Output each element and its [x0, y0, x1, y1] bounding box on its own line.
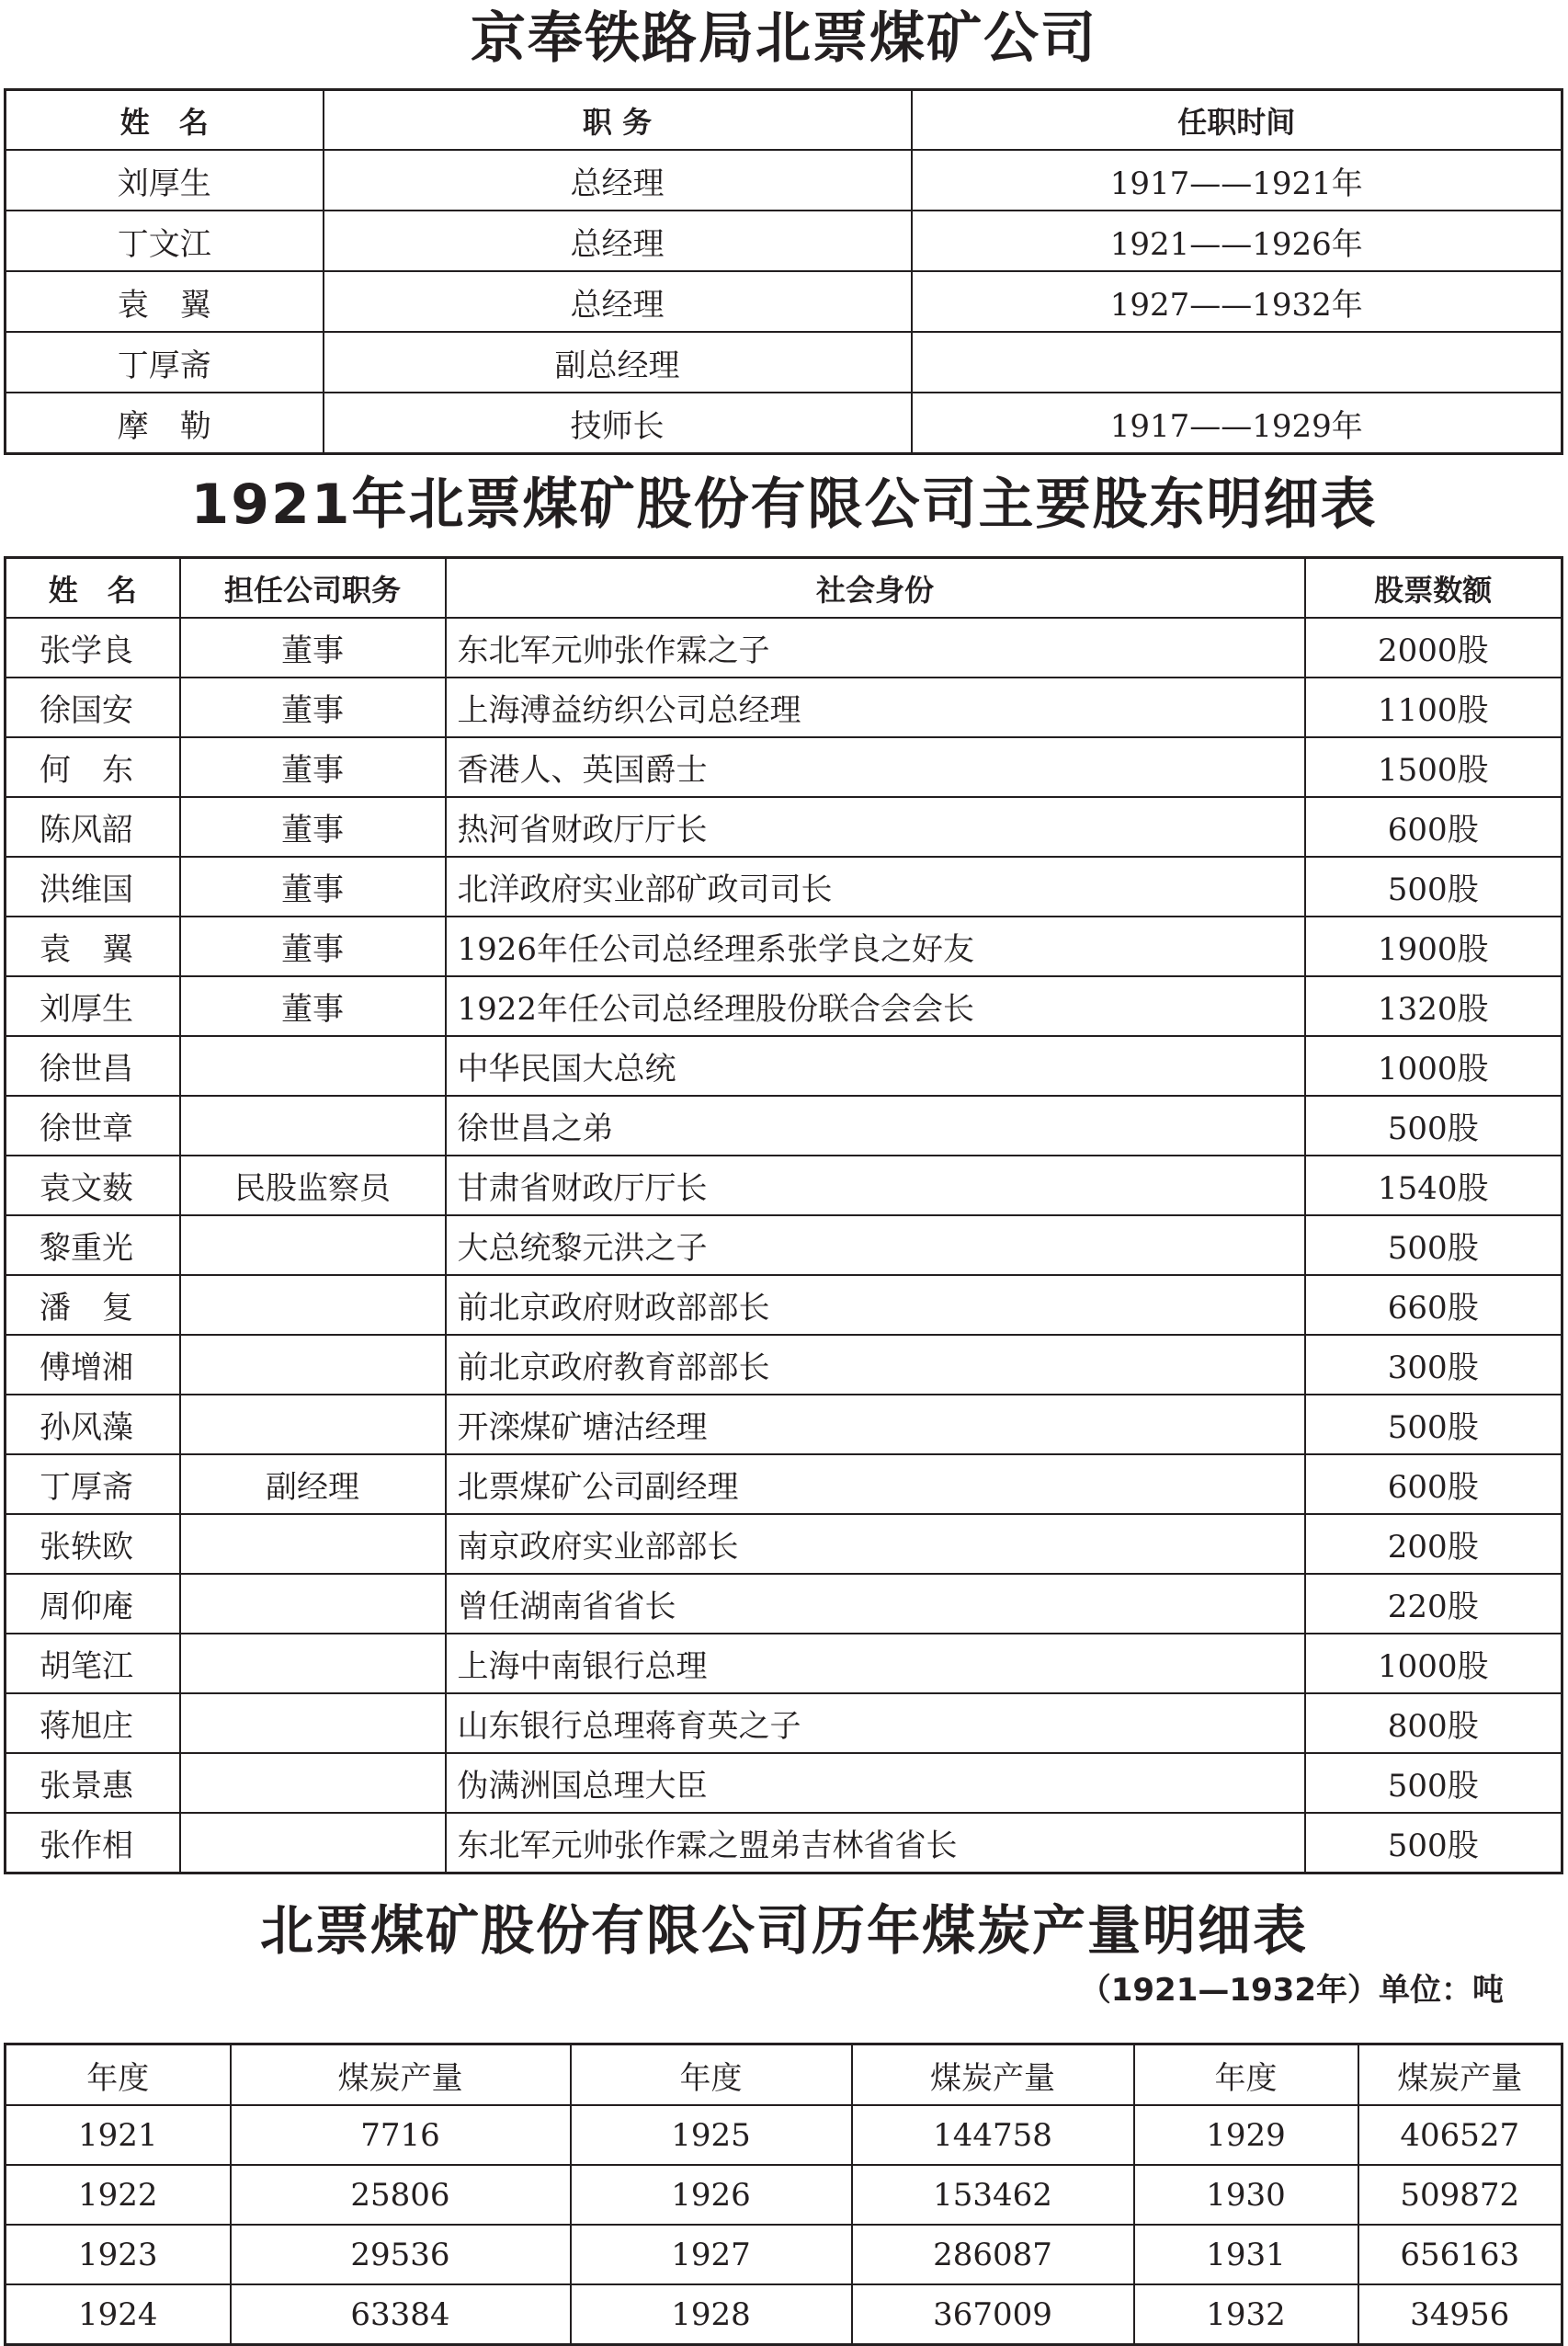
social-identity-cell: 徐世昌之弟 — [446, 1096, 1305, 1156]
social-identity-cell: 大总统黎元洪之子 — [446, 1215, 1305, 1275]
table-row — [6, 1275, 1562, 1335]
table-row — [6, 1693, 1562, 1753]
position-cell: 总经理 — [324, 271, 912, 332]
table-row — [6, 1036, 1562, 1096]
social-identity-cell: 上海溥益纺织公司总经理 — [446, 678, 1305, 737]
social-identity-cell: 北洋政府实业部矿政司司长 — [446, 857, 1305, 917]
year-cell: 1925 — [571, 2105, 852, 2165]
column-header: 职 务 — [324, 90, 912, 151]
tenure-cell: 1917——1929年 — [912, 393, 1562, 454]
column-header: 煤炭产量 — [852, 2044, 1134, 2106]
company-role-cell: 董事 — [180, 917, 446, 976]
table2-title: 1921年北票煤矿股份有限公司主要股东明细表 — [190, 473, 1378, 537]
year-cell: 1928 — [571, 2284, 852, 2345]
table-row — [6, 2165, 1562, 2225]
table-row — [6, 678, 1562, 737]
column-header: 年度 — [6, 2044, 231, 2106]
year-cell: 1932 — [1134, 2284, 1358, 2345]
shares-cell: 220股 — [1305, 1574, 1562, 1634]
shares-cell: 500股 — [1305, 1096, 1562, 1156]
output-cell: 286087 — [852, 2225, 1134, 2284]
shares-cell: 1540股 — [1305, 1156, 1562, 1215]
shares-cell: 500股 — [1305, 1753, 1562, 1813]
name-cell: 丁厚斋 — [6, 1454, 180, 1514]
tenure-cell: 1917——1921年 — [912, 150, 1562, 211]
table-row — [6, 1335, 1562, 1395]
table-header-row — [6, 2044, 1562, 2106]
output-cell: 509872 — [1358, 2165, 1562, 2225]
name-cell: 徐世章 — [6, 1096, 180, 1156]
table-row — [6, 150, 1562, 211]
table-row — [6, 271, 1562, 332]
company-role-cell — [180, 1514, 446, 1574]
social-identity-cell: 伪满洲国总理大臣 — [446, 1753, 1305, 1813]
name-cell: 张作相 — [6, 1813, 180, 1873]
name-cell: 胡笔江 — [6, 1634, 180, 1693]
table-row — [6, 2105, 1562, 2165]
shares-cell: 1500股 — [1305, 737, 1562, 797]
social-identity-cell: 曾任湖南省省长 — [446, 1574, 1305, 1634]
table-body — [6, 150, 1562, 454]
social-identity-cell: 东北军元帅张作霖之盟弟吉林省省长 — [446, 1813, 1305, 1873]
social-identity-cell: 东北军元帅张作霖之子 — [446, 618, 1305, 678]
table-row — [6, 737, 1562, 797]
table-row — [6, 1813, 1562, 1873]
name-cell: 徐国安 — [6, 678, 180, 737]
table-row — [6, 1634, 1562, 1693]
social-identity-cell: 前北京政府教育部部长 — [446, 1335, 1305, 1395]
output-cell: 656163 — [1358, 2225, 1562, 2284]
company-role-cell: 副经理 — [180, 1454, 446, 1514]
name-cell: 刘厚生 — [6, 150, 324, 211]
output-cell: 367009 — [852, 2284, 1134, 2345]
shares-cell: 1000股 — [1305, 1036, 1562, 1096]
table3-title: 北票煤矿股份有限公司历年煤炭产量明细表 — [259, 1899, 1308, 1962]
table-row — [6, 857, 1562, 917]
company-role-cell: 董事 — [180, 797, 446, 857]
table-row — [6, 1096, 1562, 1156]
year-cell: 1930 — [1134, 2165, 1358, 2225]
shares-cell: 200股 — [1305, 1514, 1562, 1574]
name-cell: 张景惠 — [6, 1753, 180, 1813]
shares-cell: 300股 — [1305, 1335, 1562, 1395]
managers-table — [4, 88, 1563, 455]
shares-cell: 1320股 — [1305, 976, 1562, 1036]
company-role-cell: 董事 — [180, 857, 446, 917]
company-role-cell — [180, 1753, 446, 1813]
unit-note: （1921—1932年）单位：吨 — [1079, 1972, 1504, 2009]
year-cell: 1931 — [1134, 2225, 1358, 2284]
table-row — [6, 1753, 1562, 1813]
name-cell: 丁文江 — [6, 211, 324, 271]
shares-cell: 1000股 — [1305, 1634, 1562, 1693]
name-cell: 丁厚斋 — [6, 332, 324, 393]
table-body — [6, 618, 1562, 1873]
position-cell: 总经理 — [324, 211, 912, 271]
name-cell: 陈风韶 — [6, 797, 180, 857]
social-identity-cell: 甘肃省财政厅厅长 — [446, 1156, 1305, 1215]
name-cell: 孙风藻 — [6, 1395, 180, 1454]
year-cell: 1926 — [571, 2165, 852, 2225]
company-role-cell — [180, 1215, 446, 1275]
name-cell: 袁 翼 — [6, 271, 324, 332]
shares-cell: 500股 — [1305, 1215, 1562, 1275]
year-cell: 1921 — [6, 2105, 231, 2165]
company-role-cell — [180, 1813, 446, 1873]
table-row — [6, 2225, 1562, 2284]
name-cell: 周仰庵 — [6, 1574, 180, 1634]
output-cell: 29536 — [231, 2225, 571, 2284]
year-cell: 1923 — [6, 2225, 231, 2284]
table-row — [6, 917, 1562, 976]
year-cell: 1927 — [571, 2225, 852, 2284]
name-cell: 洪维国 — [6, 857, 180, 917]
table-row — [6, 1514, 1562, 1574]
position-cell: 副总经理 — [324, 332, 912, 393]
social-identity-cell: 热河省财政厅厅长 — [446, 797, 1305, 857]
year-cell: 1929 — [1134, 2105, 1358, 2165]
output-cell: 153462 — [852, 2165, 1134, 2225]
shares-cell: 500股 — [1305, 857, 1562, 917]
table-row — [6, 393, 1562, 454]
year-cell: 1922 — [6, 2165, 231, 2225]
column-header: 担任公司职务 — [180, 558, 446, 619]
company-role-cell: 董事 — [180, 618, 446, 678]
social-identity-cell: 上海中南银行总理 — [446, 1634, 1305, 1693]
company-role-cell — [180, 1275, 446, 1335]
social-identity-cell: 前北京政府财政部部长 — [446, 1275, 1305, 1335]
social-identity-cell: 开滦煤矿塘沽经理 — [446, 1395, 1305, 1454]
shares-cell: 500股 — [1305, 1813, 1562, 1873]
table-row — [6, 976, 1562, 1036]
table-row — [6, 1574, 1562, 1634]
table-header-row — [6, 90, 1562, 151]
table-row — [6, 1156, 1562, 1215]
column-header: 任职时间 — [912, 90, 1562, 151]
tenure-cell: 1921——1926年 — [912, 211, 1562, 271]
shares-cell: 2000股 — [1305, 618, 1562, 678]
year-cell: 1924 — [6, 2284, 231, 2345]
table-row — [6, 2284, 1562, 2345]
tenure-cell: 1927——1932年 — [912, 271, 1562, 332]
table-body — [6, 2105, 1562, 2345]
company-role-cell: 董事 — [180, 976, 446, 1036]
name-cell: 潘 复 — [6, 1275, 180, 1335]
output-cell: 7716 — [231, 2105, 571, 2165]
company-role-cell — [180, 1634, 446, 1693]
position-cell: 总经理 — [324, 150, 912, 211]
shares-cell: 800股 — [1305, 1693, 1562, 1753]
shares-cell: 660股 — [1305, 1275, 1562, 1335]
column-header: 姓 名 — [6, 90, 324, 151]
output-cell: 144758 — [852, 2105, 1134, 2165]
shares-cell: 1900股 — [1305, 917, 1562, 976]
column-header: 股票数额 — [1305, 558, 1562, 619]
shares-cell: 600股 — [1305, 1454, 1562, 1514]
company-role-cell — [180, 1335, 446, 1395]
company-role-cell: 民股监察员 — [180, 1156, 446, 1215]
company-role-cell — [180, 1096, 446, 1156]
name-cell: 黎重光 — [6, 1215, 180, 1275]
table-row — [6, 1215, 1562, 1275]
tenure-cell — [912, 332, 1562, 393]
name-cell: 刘厚生 — [6, 976, 180, 1036]
shares-cell: 1100股 — [1305, 678, 1562, 737]
social-identity-cell: 南京政府实业部部长 — [446, 1514, 1305, 1574]
column-header: 煤炭产量 — [1358, 2044, 1562, 2106]
name-cell: 何 东 — [6, 737, 180, 797]
output-cell: 34956 — [1358, 2284, 1562, 2345]
column-header: 年度 — [1134, 2044, 1358, 2106]
name-cell: 袁 翼 — [6, 917, 180, 976]
name-cell: 徐世昌 — [6, 1036, 180, 1096]
company-role-cell: 董事 — [180, 678, 446, 737]
company-role-cell — [180, 1395, 446, 1454]
output-cell: 63384 — [231, 2284, 571, 2345]
table-row — [6, 332, 1562, 393]
production-table — [4, 2043, 1563, 2346]
social-identity-cell: 中华民国大总统 — [446, 1036, 1305, 1096]
company-role-cell — [180, 1693, 446, 1753]
company-role-cell — [180, 1574, 446, 1634]
column-header: 姓 名 — [6, 558, 180, 619]
name-cell: 傅增湘 — [6, 1335, 180, 1395]
shares-cell: 600股 — [1305, 797, 1562, 857]
shareholders-table — [4, 556, 1563, 1874]
name-cell: 张轶欧 — [6, 1514, 180, 1574]
social-identity-cell: 北票煤矿公司副经理 — [446, 1454, 1305, 1514]
column-header: 年度 — [571, 2044, 852, 2106]
table-row — [6, 1395, 1562, 1454]
social-identity-cell: 香港人、英国爵士 — [446, 737, 1305, 797]
name-cell: 摩 勒 — [6, 393, 324, 454]
output-cell: 25806 — [231, 2165, 571, 2225]
company-role-cell: 董事 — [180, 737, 446, 797]
table-row — [6, 797, 1562, 857]
social-identity-cell: 山东银行总理蒋育英之子 — [446, 1693, 1305, 1753]
table-row — [6, 211, 1562, 271]
name-cell: 袁文薮 — [6, 1156, 180, 1215]
output-cell: 406527 — [1358, 2105, 1562, 2165]
table1-title: 京奉铁路局北票煤矿公司 — [471, 6, 1097, 71]
social-identity-cell: 1926年任公司总经理系张学良之好友 — [446, 917, 1305, 976]
social-identity-cell: 1922年任公司总经理股份联合会会长 — [446, 976, 1305, 1036]
position-cell: 技师长 — [324, 393, 912, 454]
column-header: 社会身份 — [446, 558, 1305, 619]
column-header: 煤炭产量 — [231, 2044, 571, 2106]
table-row — [6, 618, 1562, 678]
table-header-row — [6, 558, 1562, 619]
company-role-cell — [180, 1036, 446, 1096]
shares-cell: 500股 — [1305, 1395, 1562, 1454]
name-cell: 张学良 — [6, 618, 180, 678]
table-row — [6, 1454, 1562, 1514]
name-cell: 蒋旭庄 — [6, 1693, 180, 1753]
